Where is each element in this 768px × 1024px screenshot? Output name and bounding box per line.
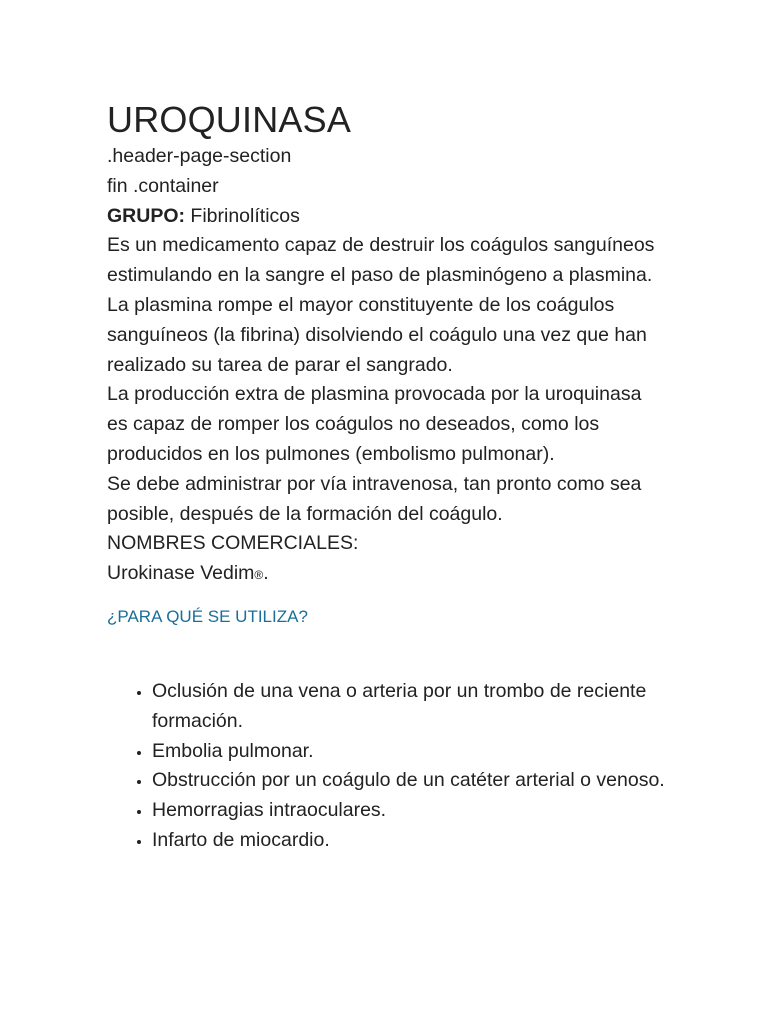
registered-mark: ® [254, 568, 264, 583]
commercial-name: Urokinase Vedim [107, 562, 255, 585]
list-item: • Oclusión de una vena o arteria por un trombo de reciente formación. [152, 677, 667, 737]
list-item: • Obstrucción por un coágulo de un catéter arterial o venoso. [152, 766, 667, 796]
plasmin-paragraph: La producción extra de plasmina provocada por la uroquinasa es capaz de romper los coágulos no deseados, como los producidos en los pulmones (embolismo pulmonar). [107, 383, 642, 465]
administration-paragraph: Se debe administrar por vía intravenosa, tan pronto como sea posible, después de la formación del coágulo. [107, 472, 642, 525]
article-content [107, 98, 667, 856]
group-line [107, 202, 667, 232]
list-item: • Infarto de miocardio. [152, 826, 667, 856]
uses-section-link[interactable]: ¿PARA QUÉ SE UTILIZA? [107, 606, 308, 626]
commercial-names-heading: NOMBRES COMERCIALES: [107, 532, 359, 555]
commercial-name-line [107, 559, 667, 591]
group-value: Fibrinolíticos [185, 204, 300, 227]
description-paragraph: Es un medicamento capaz de destruir los coágulos sanguíneos estimulando en la sangre el paso de plasminógeno a plasmina. La plasmina rompe el mayor constituyente de los coágulos sanguíneos (la fibrina) disolviendo el coágulo una vez que han realizado su tarea de parar el sangrado. [107, 234, 655, 376]
commercial-name-suffix: . [263, 562, 269, 585]
header-page-section-text: .header-page-section [107, 145, 292, 167]
group-label: GRUPO: [107, 204, 185, 227]
list-item: • Embolia pulmonar. [152, 737, 667, 767]
list-item: • Hemorragias intraoculares. [152, 796, 667, 826]
container-end-text: fin .container [107, 174, 219, 197]
page-title: UROQUINASA [107, 99, 352, 140]
uses-list [107, 677, 667, 856]
